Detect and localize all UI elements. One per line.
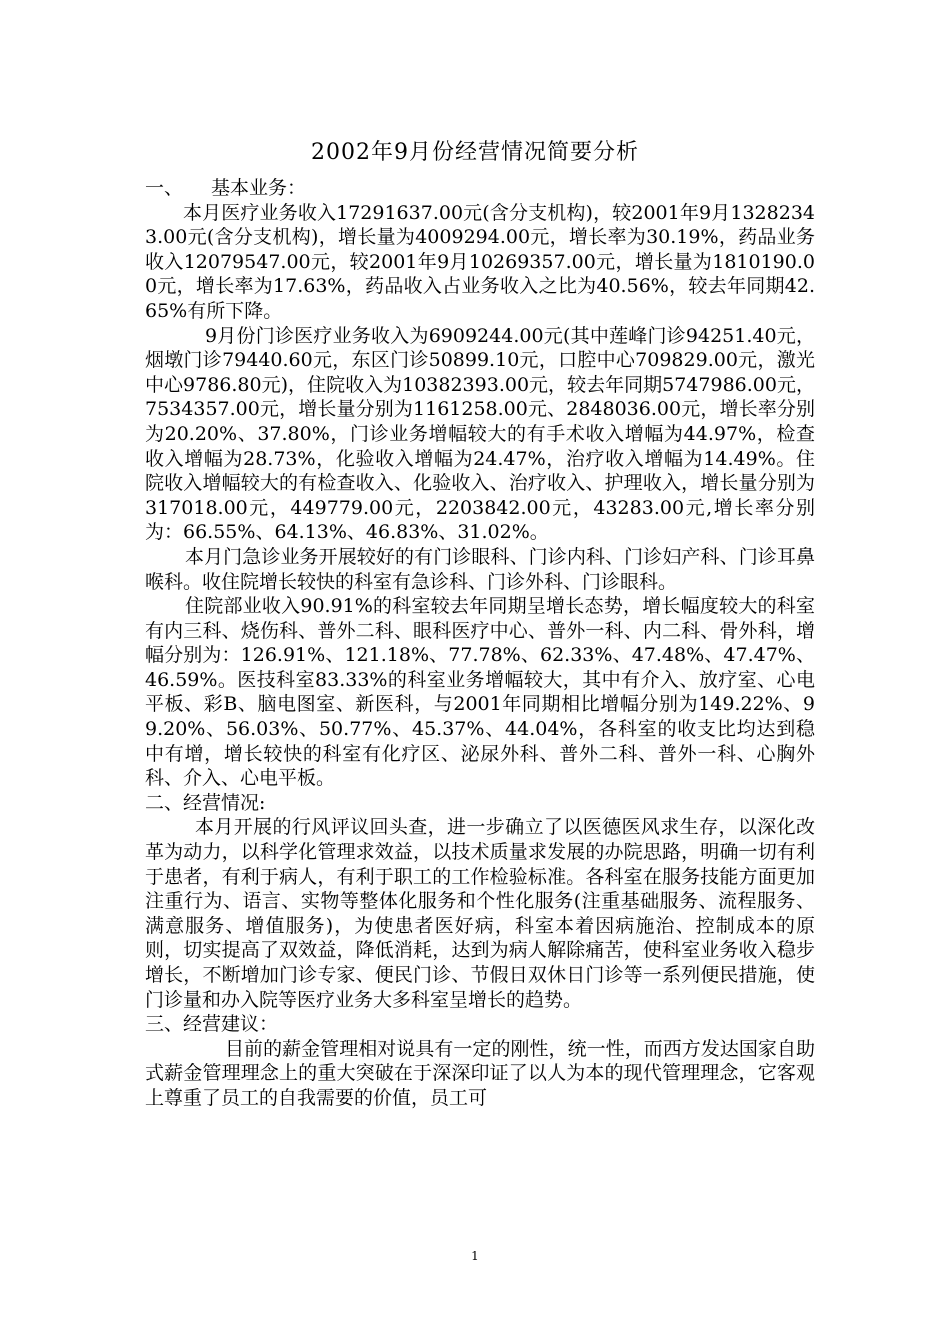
document-title: 2002年9月份经营情况简要分析 [311, 140, 639, 165]
section-3-heading: 三、经营建议： [145, 1013, 279, 1036]
paragraph: 住院部业收入90.91%的科室较去年同期呈增长态势，增长幅度较大的科室有内三科、烧伤科、普外二科、眼科医疗中心、普外一科、内二科、骨外科，增幅分别为：126.91%、121.18%、77.78%、62.33%、47.48%、47.47%、46.59%。医技科室83.33%的科室业务增幅较大，其中有介入、放疗室、心电平板、彩B、脑电图室、新医科，与2001年同期相比增幅分别为149.22%、99.20%、56.03%、50.77%、45.37%、44.04%，各科室的收支比均达到稳中有增，增长较快的科室有化疗区、泌尿外科、普外二科、普外一科、心胸外科、介入、心电平板。 [145, 595, 815, 790]
paragraph: 9月份门诊医疗业务收入为6909244.00元(其中莲峰门诊94251.40元，烟墩门诊79440.60元，东区门诊50899.10元，口腔中心709829.00元，激光中心9786.80元)，住院收入为10382393.00元，较去年同期5747986.00元，7534357.00元，增长量分别为1161258.00元、2848036.00元，增长率分别为20.20%、37.80%，门诊业务增幅较大的有手术收入增幅为44.97%，检查收入增幅为28.73%，化验收入增幅为24.47%，治疗收入增幅为14.49%。住院收入增幅较大的有检查收入、化验收入、治疗收入、护理收入，增长量分别为317018.00元，449779.00元，2203842.00元，43283.00元,增长率分别为：66.55%、64.13%、46.83%、31.02%。 [145, 324, 815, 544]
section-1-heading [145, 176, 815, 201]
paragraph: 本月门急诊业务开展较好的有门诊眼科、门诊内科、门诊妇产科、门诊耳鼻喉科。收住院增长较快的科室有急诊科、门诊外科、门诊眼科。 [145, 545, 815, 593]
paragraph: 本月开展的行风评议回头查，进一步确立了以医德医风求生存，以深化改革为动力，以科学化管理求效益，以技术质量求发展的办院思路，明确一切有利于患者，有利于病人，有利于职工的工作检验标准。各科室在服务技能方面更加注重行为、语言、实物等整体化服务和个性化服务(注重基础服务、流程服务、满意服务、增值服务)，为使患者医好病，科室本着因病施治、控制成本的原则，切实提高了双效益，降低消耗，达到为病人解除痛苦，使科室业务收入稳步增长，不断增加门诊专家、便民门诊、节假日双休日门诊等一系列便民措施，使门诊量和办入院等医疗业务大多科室呈增长的趋势。 [145, 816, 815, 1011]
page-number: 1 [471, 1249, 479, 1263]
section-2-heading: 二、经营情况: [145, 791, 266, 814]
section-1-number: 一、 [145, 177, 184, 199]
section-1-title: 基本业务： [211, 177, 307, 199]
paragraph: 目前的薪金管理相对说具有一定的刚性，统一性，而西方发达国家自助式薪金管理理念上的重大突破在于深深印证了以人为本的现代管理理念，它客观上尊重了员工的自我需要的价值，员工可 [145, 1037, 815, 1109]
document-body [145, 176, 815, 1111]
paragraph: 本月医疗业务收入17291637.00元(含分支机构)，较2001年9月13282343.00元(含分支机构)，增长量为4009294.00元，增长率为30.19%，药品业务收入12079547.00元，较2001年9月10269357.00元，增长量为1810190.00元，增长率为17.63%，药品收入占业务收入之比为40.56%，较去年同期42.65%有所下降。 [145, 201, 815, 322]
